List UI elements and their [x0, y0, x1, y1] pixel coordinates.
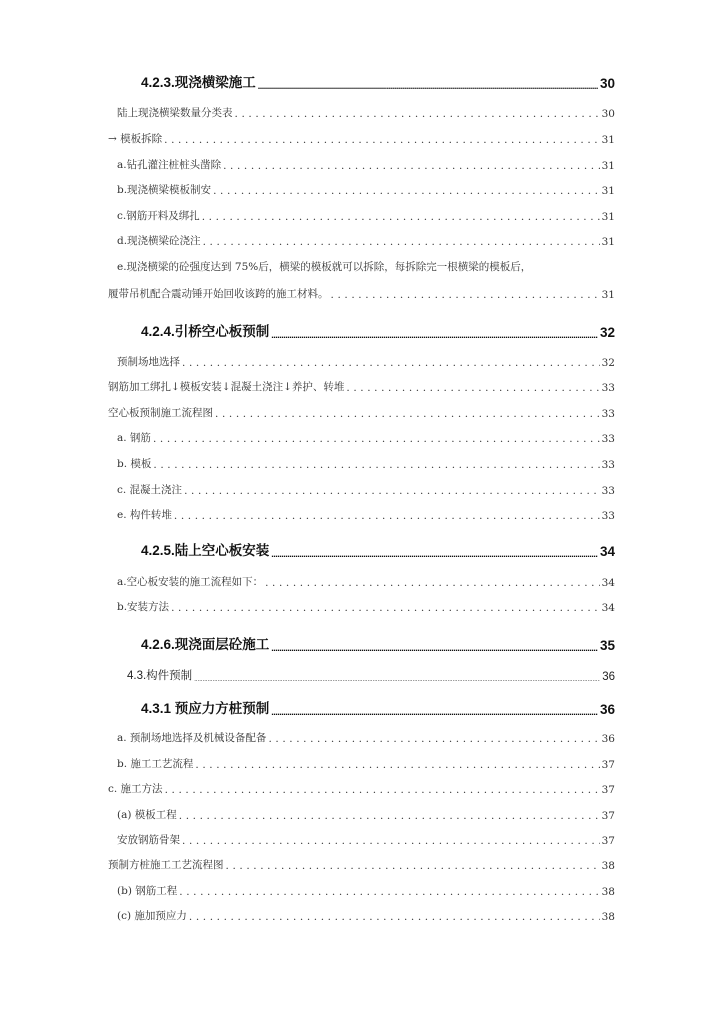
toc-leader [223, 160, 600, 172]
toc-leader [182, 357, 600, 369]
toc-entry[interactable] [108, 131, 615, 146]
toc-entry[interactable] [108, 286, 615, 301]
toc-title: b.安装方法 [117, 601, 170, 613]
toc-leader [203, 236, 600, 248]
toc-leader [189, 911, 600, 923]
toc-entry[interactable] [108, 857, 615, 872]
toc-leader [184, 485, 600, 497]
toc-title: 4.2.5.陆上空心板安装 [141, 543, 270, 558]
toc-entry[interactable] [117, 574, 615, 589]
toc-entry[interactable] [108, 781, 615, 796]
toc-page: 31 [601, 160, 615, 172]
toc-entry[interactable] [117, 456, 615, 471]
toc-leader [271, 549, 598, 559]
toc-page: 33 [601, 408, 615, 420]
toc-entry[interactable] [108, 405, 615, 420]
toc-leader [195, 759, 599, 771]
toc-page: 34 [599, 544, 615, 559]
toc-page: 32 [601, 357, 615, 369]
toc-title: e. 构件转堆 [117, 509, 172, 521]
toc-leader [235, 108, 600, 120]
toc-entry[interactable] [117, 354, 615, 369]
toc-entry[interactable] [117, 507, 615, 522]
toc-page: 30 [599, 76, 615, 91]
toc-title: 4.3.构件预制 [127, 670, 193, 682]
toc-page: 36 [602, 671, 615, 683]
toc-title: 预制方桩施工工艺流程图 [108, 859, 224, 871]
toc-page: 34 [601, 577, 615, 589]
toc-leader [226, 860, 600, 872]
toc-page: 37 [601, 784, 615, 796]
toc-entry[interactable] [117, 105, 615, 120]
toc-page: 37 [601, 759, 615, 771]
toc-title: a.钻孔灌注桩桩头凿除 [117, 159, 222, 171]
toc-title: → 模板拆除 [108, 133, 163, 145]
toc-entry[interactable] [117, 233, 615, 248]
toc-leader [258, 81, 598, 91]
toc-leader [194, 677, 600, 683]
toc-page: 33 [601, 485, 615, 497]
toc-page: 31 [601, 289, 615, 301]
toc-page: 38 [601, 911, 615, 923]
toc-title: (c) 施加预应力 [117, 910, 187, 922]
toc-page: 33 [601, 382, 615, 394]
toc-title: b.现浇横梁模板制安 [117, 184, 212, 196]
toc-page: 33 [601, 459, 615, 471]
toc-page: 31 [601, 134, 615, 146]
toc-page: 38 [601, 860, 615, 872]
toc-leader [202, 211, 600, 223]
toc-title: 4.2.6.现浇面层砼施工 [141, 637, 270, 652]
toc-entry[interactable] [117, 599, 615, 614]
toc-title: c.钢筋开料及绑扎 [117, 210, 200, 222]
toc-leader [164, 134, 599, 146]
toc-page: 32 [599, 325, 615, 340]
toc-entry[interactable] [117, 482, 615, 497]
toc-title: d.现浇横梁砼浇注 [117, 235, 201, 247]
toc-title: 4.2.3.现浇横梁施工 [141, 75, 256, 90]
toc-page: 34 [601, 602, 615, 614]
toc-page: 31 [601, 185, 615, 197]
toc-entry[interactable] [117, 208, 615, 223]
toc-entry[interactable] [117, 730, 615, 745]
toc-entry[interactable] [117, 807, 615, 822]
toc-page: 37 [601, 810, 615, 822]
toc-entry[interactable] [117, 182, 615, 197]
toc-page: 33 [601, 433, 615, 445]
toc-page: 30 [601, 108, 615, 120]
toc-leader [165, 784, 600, 796]
toc-page: 36 [601, 733, 615, 745]
toc-page: 37 [601, 835, 615, 847]
toc-chapter[interactable] [127, 667, 615, 683]
toc-leader [271, 330, 598, 340]
toc-leader [346, 382, 599, 394]
toc-title: b. 模板 [117, 458, 152, 470]
toc-heading[interactable] [141, 633, 615, 653]
toc-leader [182, 835, 600, 847]
toc-entry[interactable] [117, 756, 615, 771]
toc-heading[interactable] [141, 697, 615, 717]
toc-entry[interactable] [117, 430, 615, 445]
toc-entry[interactable] [117, 908, 615, 923]
toc-page: 35 [599, 638, 615, 653]
toc-title: 4.2.4.引桥空心板预制 [141, 324, 270, 339]
toc-heading[interactable] [141, 320, 615, 340]
toc-leader [331, 289, 600, 301]
toc-title: 安放钢筋骨架 [117, 834, 180, 846]
toc-entry[interactable] [117, 883, 615, 898]
toc-entry[interactable] [117, 832, 615, 847]
toc-leader [265, 577, 600, 589]
toc-title: 陆上现浇横梁数量分类表 [117, 107, 233, 119]
toc-title: 4.3.1 预应力方桩预制 [141, 701, 270, 716]
toc-page: 33 [601, 510, 615, 522]
toc-leader [171, 602, 600, 614]
toc-leader [268, 733, 599, 745]
toc-title: a. 钢筋 [117, 432, 151, 444]
toc-entry[interactable] [117, 259, 615, 274]
toc-leader [153, 433, 600, 445]
toc-title: 履带吊机配合震动锤开始回收该跨的施工材料。 [108, 288, 329, 300]
toc-leader [179, 886, 599, 898]
toc-page: 31 [601, 236, 615, 248]
toc-entry[interactable] [108, 379, 615, 394]
toc-title: e.现浇横梁的砼强度达到 75%后，横梁的模板就可以拆除，每拆除完一根横梁的模板后， [117, 261, 532, 273]
toc-leader [213, 185, 600, 197]
toc-leader [174, 510, 600, 522]
toc-title: a. 预制场地选择及机械设备配备 [117, 732, 267, 744]
toc-title: c. 混凝土浇注 [117, 484, 183, 496]
toc-title: a.空心板安装的施工流程如下： [117, 576, 264, 588]
toc-heading[interactable] [141, 71, 615, 91]
toc-leader [153, 459, 599, 471]
toc-title: 空心板预制施工流程图 [108, 407, 213, 419]
toc-leader [179, 810, 600, 822]
toc-title: 预制场地选择 [117, 356, 180, 368]
toc-title: (b) 钢筋工程 [117, 885, 178, 897]
toc-page: 38 [601, 886, 615, 898]
toc-page: 36 [599, 702, 615, 717]
toc-leader [271, 643, 598, 653]
toc-heading[interactable] [141, 539, 615, 559]
toc-leader [271, 707, 598, 717]
toc-leader [215, 408, 600, 420]
toc-title: b. 施工工艺流程 [117, 758, 194, 770]
toc-entry[interactable] [117, 157, 615, 172]
toc-page: 31 [601, 211, 615, 223]
toc-title: 钢筋加工绑扎↓模板安装↓混凝土浇注↓养护、转堆 [108, 381, 345, 393]
toc-title: (a) 模板工程 [117, 809, 177, 821]
toc-title: c. 施工方法 [108, 783, 163, 795]
